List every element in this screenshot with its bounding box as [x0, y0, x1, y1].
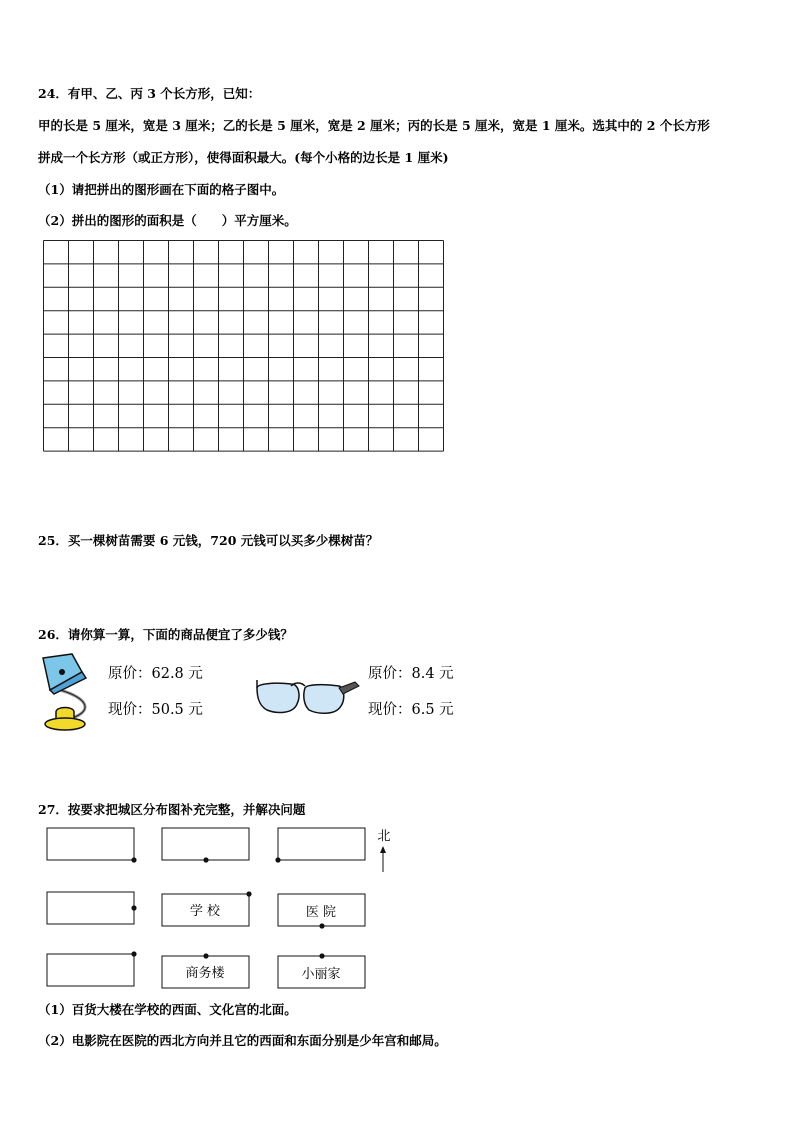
- building-box-3[interactable]: [275, 828, 365, 863]
- glasses-original-price: 原价：8.4 元: [368, 666, 454, 682]
- q27-sub1: （1）百货大楼在学校的西面、文化宫的北面。: [38, 1002, 297, 1017]
- q24-sub1: （1）请把拼出的图形画在下面的格子图中。: [38, 182, 285, 197]
- building-box-1[interactable]: [47, 828, 137, 863]
- grid-paper[interactable]: [43, 240, 447, 452]
- q24-sub2: （2）拼出的图形的面积是（ ）平方厘米。: [38, 213, 297, 228]
- building-box-7[interactable]: [47, 951, 137, 986]
- city-map: [40, 822, 400, 992]
- building-box-4[interactable]: [47, 892, 137, 924]
- label-business-building: 商务楼: [185, 966, 225, 981]
- glasses-icon: [255, 672, 365, 722]
- q27-sub2: （2）电影院在医院的西北方向并且它的西面和东面分别是少年宫和邮局。: [38, 1033, 447, 1048]
- lamp-original-price: 原价：62.8 元: [108, 666, 203, 682]
- glasses-current-price: 现价：6.5 元: [368, 702, 454, 718]
- q27-title: 27．按要求把城区分布图补充完整，并解决问题: [38, 802, 306, 817]
- q26-title: 26．请你算一算，下面的商品便宜了多少钱？: [38, 627, 293, 642]
- label-hospital: 医 院: [305, 905, 337, 920]
- lamp-current-price: 现价：50.5 元: [108, 702, 203, 718]
- building-box-2[interactable]: [162, 828, 249, 863]
- north-label: 北: [377, 829, 391, 844]
- north-arrowhead-icon: [380, 846, 386, 853]
- q24-line2: 拼成一个长方形（或正方形），使得面积最大。(每个小格的边长是 1 厘米): [38, 150, 449, 165]
- label-xiaoli-home: 小丽家: [301, 967, 341, 982]
- q24-title: 24．有甲、乙、丙 3 个长方形，已知：: [38, 86, 261, 101]
- q25-title: 25．买一棵树苗需要 6 元钱，720 元钱可以买多少棵树苗？: [38, 533, 379, 548]
- label-school: 学 校: [189, 904, 221, 919]
- q24-line1: 甲的长是 5 厘米，宽是 3 厘米；乙的长是 5 厘米，宽是 2 厘米；丙的长是 5 厘米，宽是 1 厘米。选其中的 2 个长方形: [38, 118, 710, 133]
- lamp-icon: [38, 650, 98, 734]
